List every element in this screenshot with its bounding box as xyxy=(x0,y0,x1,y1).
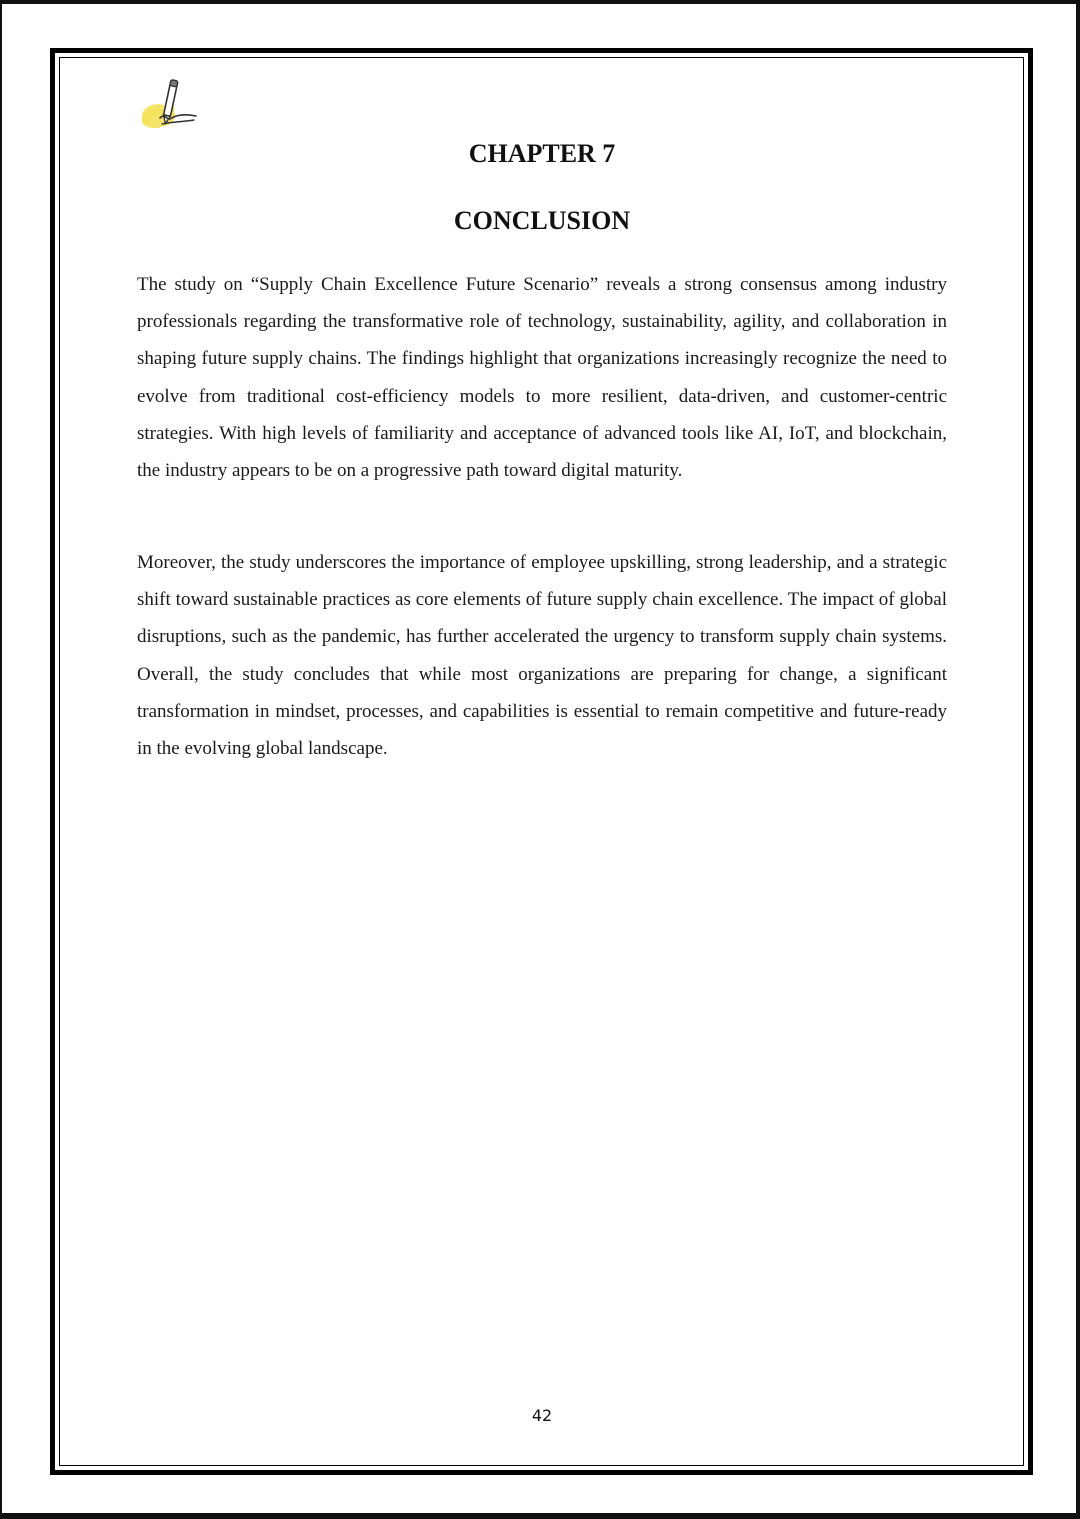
body-paragraph-2: Moreover, the study underscores the importance of employee upskilling, strong leadership, and a strategic shift toward sustainable practices as core elements of future supply chain excellence. The impact of global disruptions, such as the pandemic, has further accelerated the urgency to transform supply chain systems. Overall, the study concludes that while most organizations are preparing for change, a significant transformation in mindset, processes, and capabilities is essential to remain competitive and future-ready in the evolving global landscape. xyxy=(137,552,947,760)
section-title: CONCLUSION xyxy=(453,206,631,235)
page-number: 42 xyxy=(531,1406,553,1425)
body-paragraph-1: The study on “Supply Chain Excellence Future Scenario” reveals a strong consensus among industry professionals regarding the transformative role of technology, sustainability, agility, and collaboration in shaping future supply chains. The findings highlight that organizations increasingly recognize the need to evolve from traditional cost-efficiency models to more resilient, data-driven, and customer-centric strategies. With high levels of familiarity and acceptance of advanced tools like AI, IoT, and blockchain, the industry appears to be on a progressive path toward digital maturity. xyxy=(137,274,947,482)
pen-signature-icon xyxy=(136,76,204,136)
chapter-title: CHAPTER 7 xyxy=(468,139,616,168)
